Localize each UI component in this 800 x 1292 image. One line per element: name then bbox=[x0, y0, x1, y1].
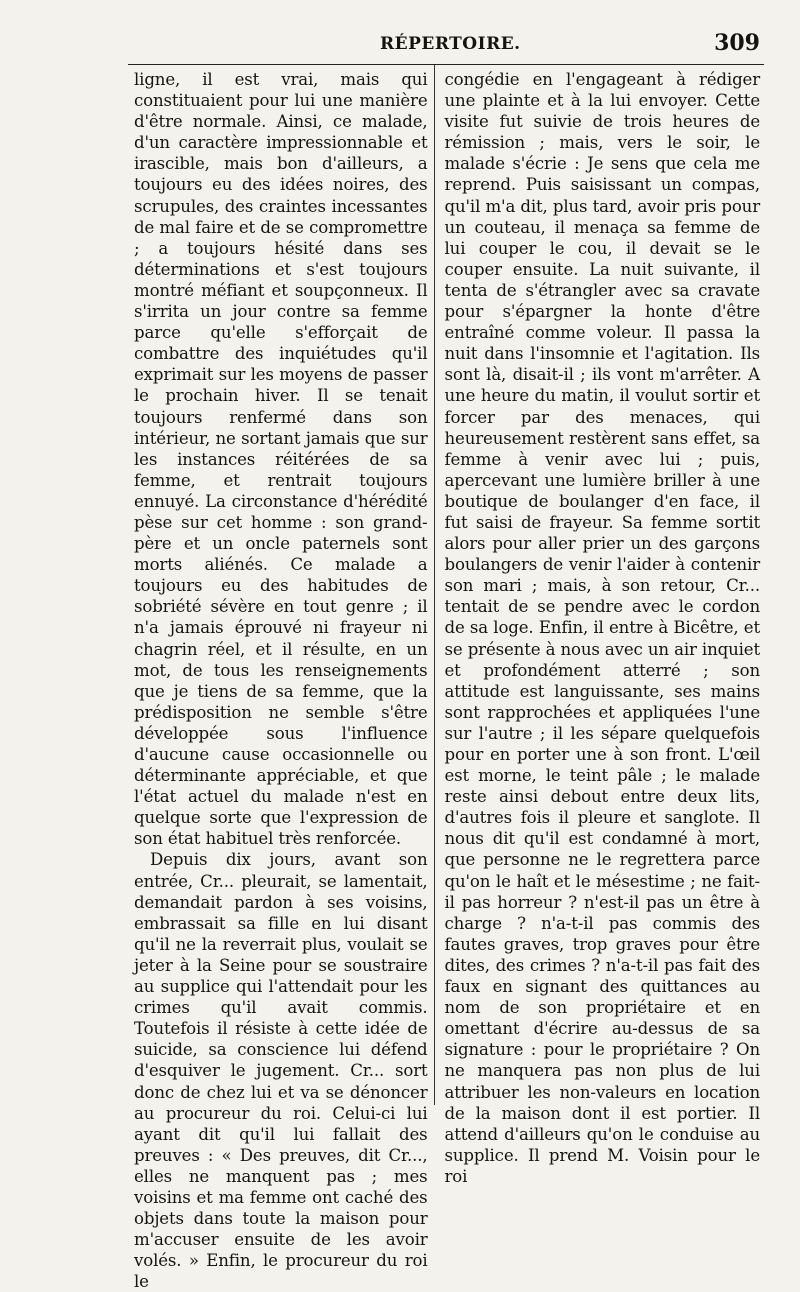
running-title: RÉPERTOIRE. bbox=[380, 34, 521, 54]
right-paragraph-1: congédie en l'engageant à rédiger une plainte et à la lui envoyer. Cette visite fut suivie de trois heures de rémission ; mais, vers le soir, le malade s'écrie : Je sens que cela me reprend. Puis saisissant un compas, qu'il m'a dit, plus tard, avoir pris pour un couteau, il menaça sa femme de lui couper le cou, il devait se le couper ensuite. La nuit suivante, il tenta de s'étrangler avec sa cravate pour s'épargner la honte d'être entraîné comme voleur. Il passa la nuit dans l'insomnie et l'agitation. Ils sont là, disait-il ; ils vont m'arrêter. A une heure du matin, il voulut sortir et forcer par des menaces, qui heureusement restèrent sans effet, sa femme à venir avec lui ; puis, apercevant une lumière briller à une boutique de boulanger d'en face, il fut saisi de frayeur. Sa femme sortit alors pour aller prier un des garçons boulangers de venir l'aider à contenir son mari ; mais, à son retour, Cr... tentait de se pendre avec le cordon de sa loge. Enfin, il entre à Bicêtre, et se présente à nous avec un air inquiet et profondément atterré ; son attitude est languissante, ses mains sont rapprochées et appliquées l'une sur l'autre ; il les sépare quelquefois pour en porter une à son front. L'œil est morne, le teint pâle ; le malade reste ainsi debout entre deux lits, d'autres fois il pleure et sanglote. Il nous dit qu'il est condamné à mort, que personne ne le regrettera parce qu'on le haît et le mésestime ; ne fait-il pas horreur ? n'est-il pas un être à charge ? n'a-t-il pas commis des fautes graves, trop graves pour être dites, des crimes ? n'a-t-il pas fait des faux en signant des quittances au nom de son propriétaire et en omettant d'écrire au-dessus de sa signature : pour le propriétaire ? On ne manquera pas non plus de lui attribuer les non-valeurs en location de la maison dont il est portier. Il attend d'ailleurs qu'on le conduise au supplice. Il prend M. Voisin pour le roi bbox=[444, 70, 760, 1186]
right-column bbox=[435, 65, 764, 1186]
left-paragraph-2: Depuis dix jours, avant son entrée, Cr... pleurait, se lamentait, demandait pardon à ses voisins, embrassait sa fille en lui disant qu'il ne la reverrait plus, voulait se jeter à la Seine pour se soustraire au supplice qui l'attendait pour les crimes qu'il avait commis. Toutefois il résiste à cette idée de suicide, sa conscience lui défend d'esquiver le jugement. Cr... sort donc de chez lui et va se dénoncer au procureur du roi. Celui-ci lui ayant dit qu'il lui fallait des preuves : « Des preuves, dit Cr..., elles ne manquent pas ; mes voisins et ma femme ont caché des objets dans toute la maison pour m'accuser ensuite de les avoir volés. » Enfin, le procureur du roi le bbox=[134, 850, 428, 1292]
page-number: 309 bbox=[714, 30, 760, 56]
left-paragraph-1: ligne, il est vrai, mais qui constituaient pour lui une manière d'être normale. Ainsi, ce malade, d'un caractère impressionnable et irascible, mais bon d'ailleurs, a toujours eu des idées noires, des scrupules, des craintes incessantes de mal faire et de se compromettre ; a toujours hésité dans ses déterminations et s'est toujours montré méfiant et soupçonneux. Il s'irrita un jour contre sa femme parce qu'elle s'efforçait de combattre des inquiétudes qu'il exprimait sur les moyens de passer le prochain hiver. Il se tenait toujours renfermé dans son intérieur, ne sortant jamais que sur les instances réitérées de sa femme, et rentrait toujours ennuyé. La circonstance d'hérédité pèse sur cet homme : son grand-père et un oncle paternels sont morts aliénés. Ce malade a toujours eu des habitudes de sobriété sévère en tout genre ; il n'a jamais éprouvé ni frayeur ni chagrin réel, et il résulte, en un mot, de tous les renseignements que je tiens de sa femme, que la prédisposition ne semble s'être développée sous l'influence d'aucune cause occasionnelle ou déterminante appréciable, et que l'état actuel du malade n'est en quelque sorte que l'expression de son état habituel très renforcée. bbox=[134, 70, 428, 849]
page-header bbox=[128, 28, 764, 65]
left-column bbox=[128, 65, 434, 1292]
text-columns bbox=[128, 65, 764, 1292]
